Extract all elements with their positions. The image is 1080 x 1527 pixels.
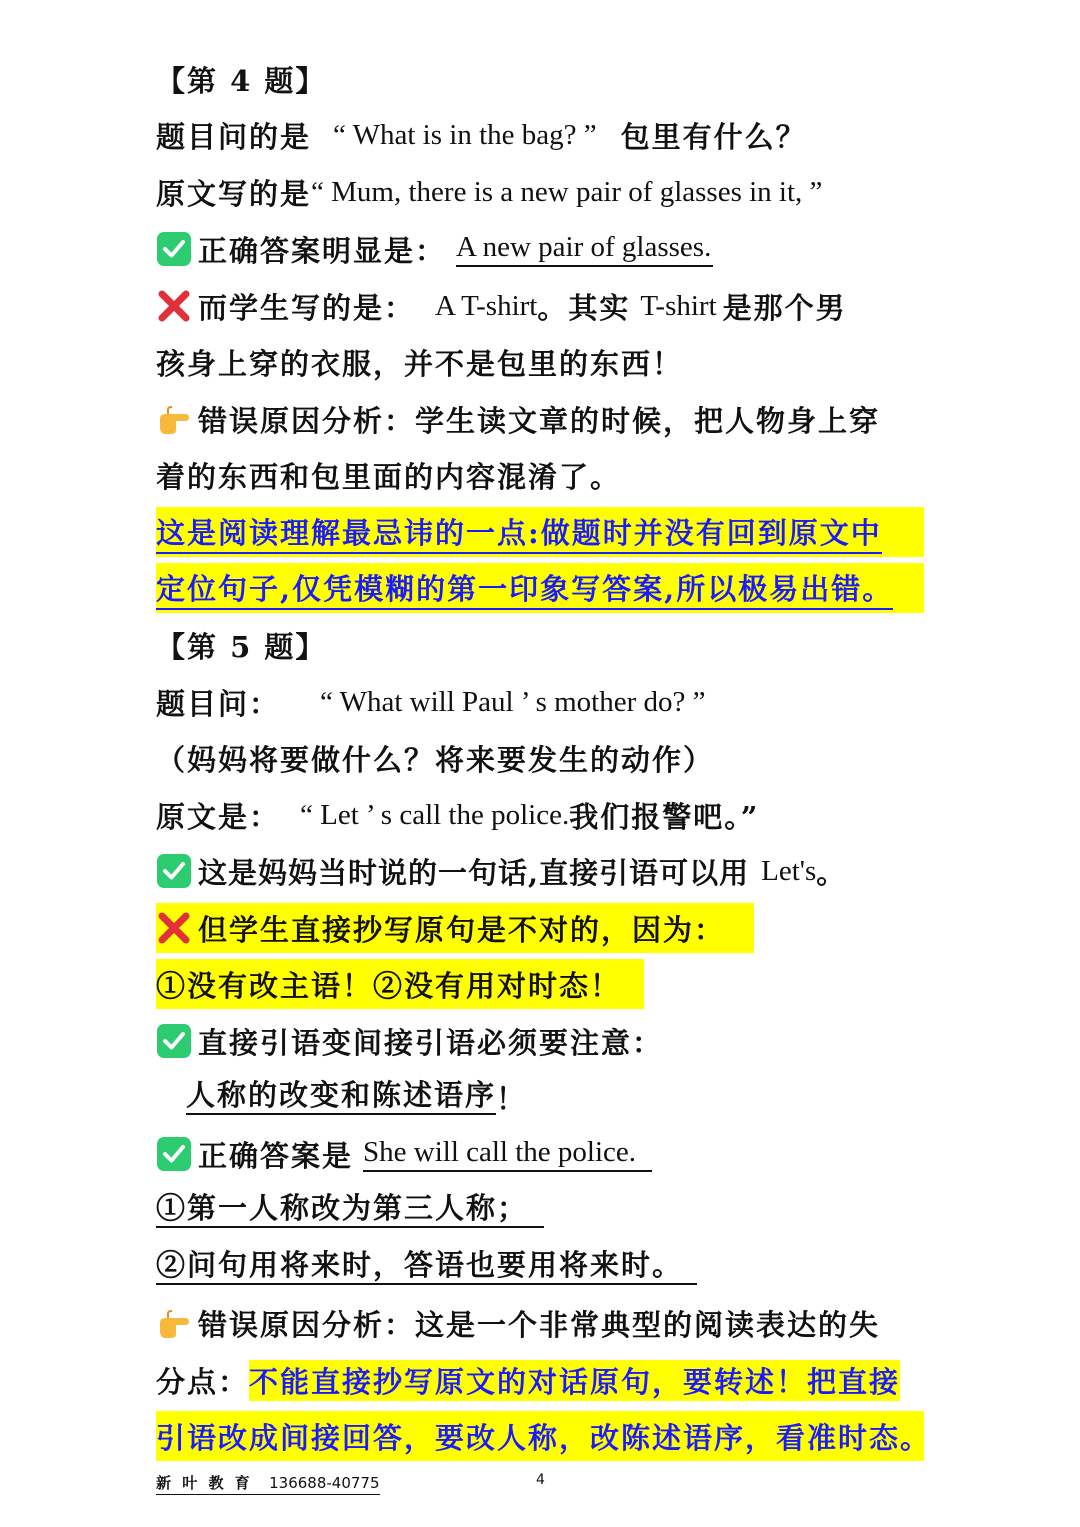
q4-highlight-2: 定位句子,仅凭模糊的第一印象写答案,所以极易出错。 bbox=[156, 563, 924, 613]
check-icon bbox=[156, 231, 192, 267]
q4-question: 题目问的是 “ What is in the bag? ” 包里有什么？ bbox=[156, 118, 807, 154]
q4-correct: 正确答案明显是： A new pair of glasses. bbox=[156, 224, 713, 274]
q4-correct-answer: A new pair of glasses. bbox=[456, 231, 713, 266]
q5-correct-answer: She will call the police. bbox=[363, 1136, 652, 1171]
footer-org: 新 叶 教 育 136688-40775 bbox=[156, 1472, 380, 1495]
q5-point-1: ①第一人称改为第三人称； bbox=[156, 1185, 544, 1235]
check-icon bbox=[156, 853, 192, 889]
q4-original: 原文写的是 “ Mum, there is a new pair of glasses in it, ” bbox=[156, 175, 823, 211]
check-icon bbox=[156, 1136, 192, 1172]
q5-question-cn: （妈妈将要做什么？将来要发生的动作） bbox=[156, 742, 715, 777]
q5-point-2: ②问句用将来时，答语也要用将来时。 bbox=[156, 1242, 697, 1292]
q4-wrong-cont: 孩身上穿的衣服，并不是包里的东西！ bbox=[156, 346, 684, 381]
q5-note: 这是妈妈当时说的一句话,直接引语可以用 Let's 。 bbox=[156, 846, 847, 896]
q5-wrong-2: ①没有改主语！②没有用对时态！ bbox=[156, 959, 644, 1009]
q5-analysis-cont: 分点： 不能直接抄写原文的对话原句，要转述！把直接 bbox=[156, 1355, 900, 1405]
q5-original: 原文是： “ Let ’ s call the police. 我们报警吧。” bbox=[156, 798, 760, 834]
q5-wrong-1: 但学生直接抄写原句是不对的，因为： bbox=[156, 903, 754, 953]
q5-analysis-highlight: 引语改成间接回答，要改人称，改陈述语序，看准时态。 bbox=[156, 1411, 924, 1461]
q5-question: 题目问： “ What will Paul ’ s mother do? ” bbox=[156, 685, 706, 721]
q5-rule: 直接引语变间接引语必须要注意： bbox=[156, 1016, 663, 1066]
q5-header: 【第 5 题】 bbox=[156, 629, 327, 664]
q5-analysis: 错误原因分析：这是一个非常典型的阅读表达的失 bbox=[156, 1298, 880, 1348]
page-number: 4 bbox=[536, 1472, 545, 1488]
q4-analysis: 错误原因分析：学生读文章的时候，把人物身上穿 bbox=[156, 394, 880, 444]
pointing-hand-icon bbox=[156, 401, 192, 437]
q4-analysis-cont: 着的东西和包里面的内容混淆了。 bbox=[156, 459, 622, 494]
q4-header: 【第 4 题】 bbox=[156, 63, 327, 98]
cross-icon bbox=[156, 288, 192, 324]
check-icon bbox=[156, 1023, 192, 1059]
q4-highlight-1: 这是阅读理解最忌讳的一点:做题时并没有回到原文中 bbox=[156, 507, 924, 557]
q5-correct: 正确答案是 She will call the police. bbox=[156, 1129, 652, 1179]
cross-icon bbox=[156, 910, 192, 946]
pointing-hand-icon bbox=[156, 1305, 192, 1341]
q5-rule-cont: 人称的改变和陈述语序 ！ bbox=[186, 1078, 528, 1116]
q4-wrong: 而学生写的是： A T-shirt 。其实 T-shirt 是那个男 bbox=[156, 281, 847, 331]
